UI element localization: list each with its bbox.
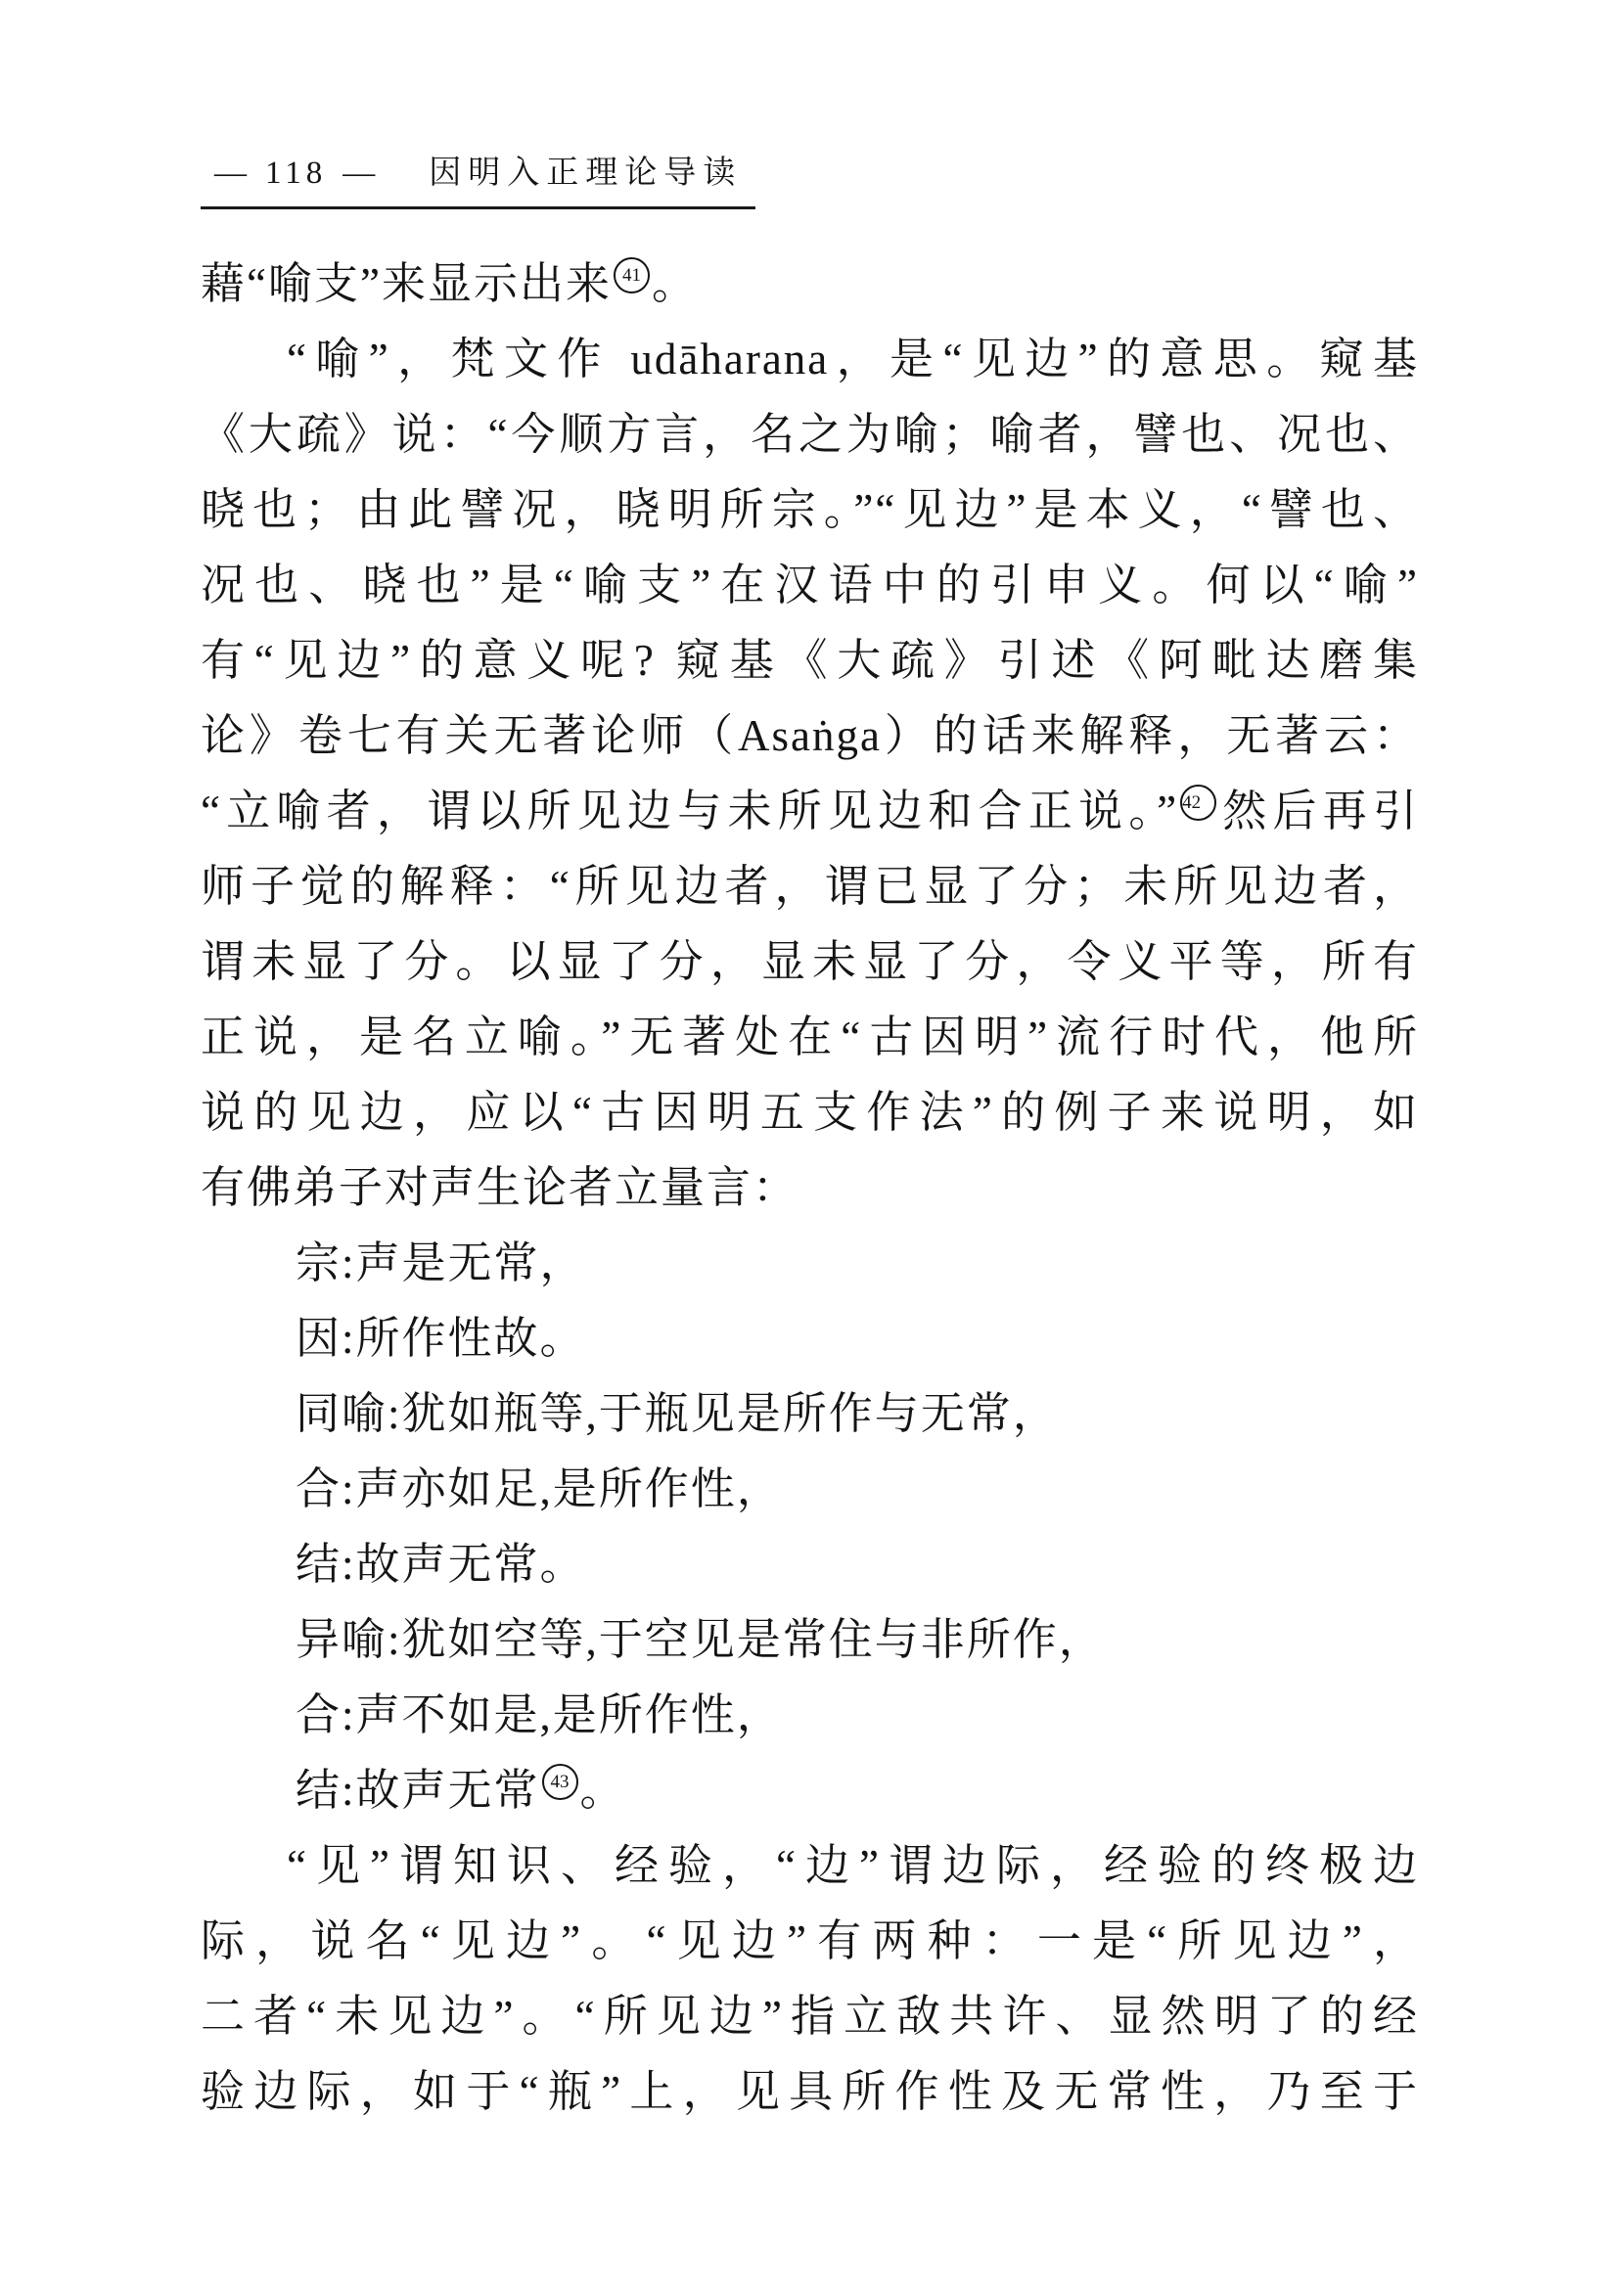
text-run: “喻”，梵文作 udāharana，是“见边”的意思。窥基 (287, 335, 1419, 383)
text-line (201, 1226, 1419, 1301)
text-line (201, 849, 1419, 924)
text-run: 合:声亦如足,是所作性， (296, 1464, 783, 1513)
text-run: 正说，是名立喻。”无著处在“古因明”流行时代，他所 (201, 1013, 1419, 1061)
header-dash-right: — (342, 156, 379, 191)
book-title: 因明入正理论导读 (429, 156, 743, 191)
text-line (201, 774, 1419, 849)
text-line (201, 1979, 1419, 2054)
text-run: 师子觉的解释：“所见边者，谓已显了分；未所见边者， (201, 862, 1419, 911)
footnote-marker: 41 (614, 257, 650, 293)
text-run: 况也、晓也”是“喻支”在汉语中的引申义。何以“喻” (201, 561, 1419, 609)
footnote-marker: 43 (542, 1764, 578, 1800)
text-run: 然后再引 (1218, 787, 1419, 835)
text-line (201, 1075, 1419, 1150)
text-run: 有佛弟子对声生论者立量言： (201, 1163, 799, 1212)
text-line (201, 1150, 1419, 1226)
text-run: 结:故声无常。 (296, 1540, 586, 1589)
text-run: 《大疏》说：“今顺方言，名之为喻；喻者，譬也、况也、 (201, 410, 1419, 459)
text-line (201, 473, 1419, 548)
text-line (201, 1828, 1419, 1904)
page-header (201, 147, 755, 209)
text-line (201, 1527, 1419, 1602)
text-run: 验边际，如于“瓶”上，见具所作性及无常性，乃至于 (201, 2067, 1419, 2116)
text-run: 异喻:犹如空等,于空见是常住与非所作， (296, 1615, 1105, 1664)
text-line (201, 2054, 1419, 2130)
text-line (201, 1602, 1419, 1678)
text-run: 有“见边”的意义呢? 窥基《大疏》引述《阿毗达磨集 (201, 636, 1419, 685)
text-line (201, 1000, 1419, 1075)
text-run: 晓也；由此譬况，晓明所宗。”“见边”是本义，“譬也、 (201, 485, 1419, 534)
text-line (201, 322, 1419, 397)
footnote-marker: 42 (1180, 785, 1216, 821)
header-dash-left: — (214, 156, 250, 191)
text-line (201, 924, 1419, 1000)
text-run: “见”谓知识、经验，“边”谓边际，经验的终极边 (287, 1841, 1419, 1890)
text-line (201, 397, 1419, 473)
text-run: 际，说名“见边”。“见边”有两种：一是“所见边”， (201, 1916, 1419, 1965)
text-line (201, 1678, 1419, 1753)
body-text (201, 247, 1419, 2130)
page-number: 118 (265, 156, 328, 191)
text-line (201, 698, 1419, 774)
text-run: 。 (579, 1766, 626, 1815)
text-run: 因:所作性故。 (296, 1314, 586, 1363)
text-run: 同喻:犹如瓶等,于瓶见是所作与无常， (296, 1389, 1059, 1438)
text-run: 论》卷七有关无著论师（Asaṅga）的话来解释，无著云： (201, 711, 1419, 760)
text-line (201, 247, 1419, 322)
text-run: 合:声不如是,是所作性， (296, 1690, 783, 1739)
text-line (201, 1753, 1419, 1828)
text-run: 宗:声是无常， (296, 1238, 586, 1287)
text-run: 说的见边，应以“古因明五支作法”的例子来说明，如 (201, 1088, 1419, 1137)
text-line (201, 623, 1419, 698)
text-run: “立喻者，谓以所见边与未所见边和合正说。” (201, 787, 1179, 835)
text-run: 二者“未见边”。“所见边”指立敌共许、显然明了的经 (201, 1992, 1419, 2041)
text-line (201, 1301, 1419, 1376)
text-line (201, 1376, 1419, 1452)
text-run: 结:故声无常 (296, 1766, 540, 1815)
text-line (201, 1452, 1419, 1527)
text-run: 谓未显了分。以显了分，显未显了分，令义平等，所有 (201, 937, 1419, 986)
text-run: 。 (651, 259, 698, 308)
text-line (201, 1904, 1419, 1979)
text-line (201, 548, 1419, 623)
text-run: 藉“喻支”来显示出来 (201, 259, 612, 308)
